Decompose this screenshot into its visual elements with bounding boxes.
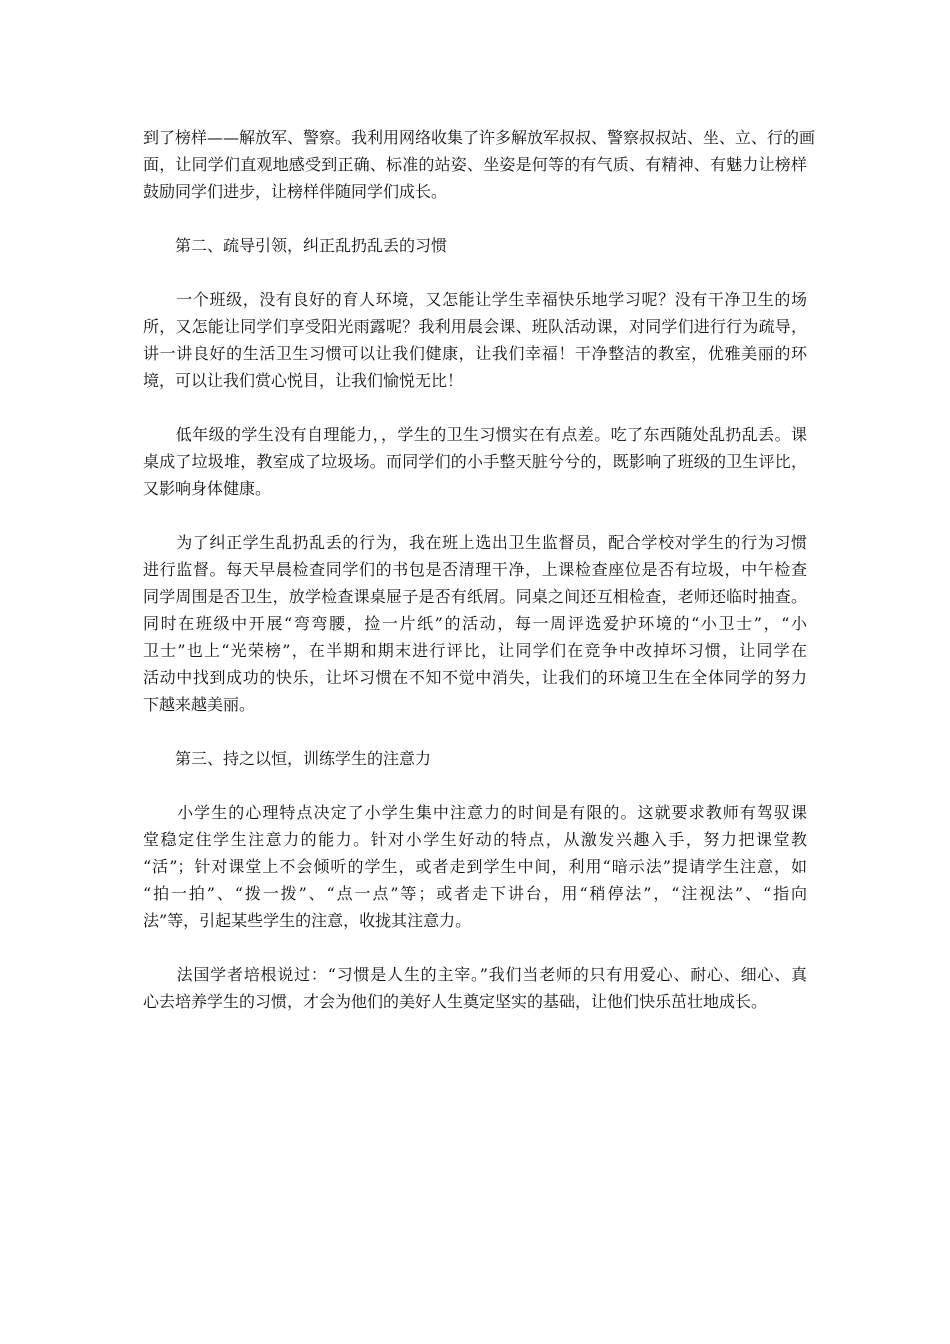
heading-line: 第三、持之以恒，训练学生的注意力	[143, 749, 432, 768]
text-line: 一个班级，没有良好的育人环境，又怎能让学生幸福快乐地学习呢？没有干净卫生的场	[143, 290, 807, 309]
paragraph-gap	[143, 394, 807, 421]
paragraph-gap	[143, 772, 807, 799]
paragraph-gap	[143, 259, 807, 286]
text-line: 为了纠正学生乱扔乱丢的行为，我在班上选出卫生监督员，配合学校对学生的行为习惯	[143, 533, 807, 552]
text-line: 低年级的学生没有自理能力，，学生的卫生习惯实在有点差。吃了东西随处乱扔乱丢。课	[143, 425, 807, 444]
section-heading-2	[143, 232, 807, 259]
paragraph-gap	[143, 205, 807, 232]
paragraph-attention	[143, 799, 807, 934]
paragraph-conclusion	[143, 961, 807, 1015]
paragraph-supervision	[143, 529, 807, 718]
heading-line: 第二、疏导引领，纠正乱扔乱丢的习惯	[143, 236, 448, 255]
document-body	[143, 124, 816, 1015]
text-line: 法”等，引起某些学生的注意，收拢其注意力。	[143, 911, 472, 930]
text-line: “拍一拍”、“拨一拨”、“点一点”等；或者走下讲台，用“稍停法”，“注视法”、“指向	[143, 884, 807, 903]
text-line: 法国学者培根说过：“习惯是人生的主宰。”我们当老师的只有用爱心、耐心、细心、真	[143, 965, 807, 984]
text-line: 下越来越美丽。	[143, 695, 256, 714]
text-line: 桌成了垃圾堆，教室成了垃圾场。而同学们的小手整天脏兮兮的，既影响了班级的卫生评比，	[143, 452, 807, 471]
paragraph-hygiene	[143, 421, 807, 502]
text-line: 进行监督。每天早晨检查同学们的书包是否清理干净，上课检查座位是否有垃圾，中午检查	[143, 560, 807, 579]
paragraph-gap	[143, 934, 807, 961]
text-line: 卫士”也上“光荣榜”，在半期和期末进行评比，让同学们在竞争中改掉坏习惯，让同学在	[143, 641, 807, 660]
section-heading-3	[143, 745, 807, 772]
text-line: “活”；针对课堂上不会倾听的学生，或者走到学生中间，利用“暗示法”提请学生注意，如	[143, 857, 807, 876]
paragraph-gap	[143, 718, 807, 745]
text-line: 同时在班级中开展“弯弯腰，捡一片纸”的活动，每一周评选爱护环境的“小卫士”，“小	[143, 614, 807, 633]
text-line: 讲一讲良好的生活卫生习惯可以让我们健康，让我们幸福！干净整洁的教室，优雅美丽的环	[143, 344, 807, 363]
text-line: 到了榜样——解放军、警察。我利用网络收集了许多解放军叔叔、警察叔叔站、坐、立、行的画	[143, 128, 816, 147]
text-line: 所，又怎能让同学们享受阳光雨露呢？我利用晨会课、班队活动课，对同学们进行行为疏导，	[143, 317, 807, 336]
text-line: 心去培养学生的习惯，才会为他们的美好人生奠定坚实的基础，让他们快乐茁壮地成长。	[143, 992, 768, 1011]
paragraph-environment	[143, 286, 807, 394]
text-line: 小学生的心理特点决定了小学生集中注意力的时间是有限的。这就要求教师有驾驭课	[143, 803, 807, 822]
text-line: 堂稳定住学生注意力的能力。针对小学生好动的特点，从激发兴趣入手，努力把课堂教	[143, 830, 807, 849]
text-line: 鼓励同学们进步，让榜样伴随同学们成长。	[143, 182, 448, 201]
text-line: 又影响身体健康。	[143, 479, 272, 498]
text-line: 活动中找到成功的快乐，让坏习惯在不知不觉中消失，让我们的环境卫生在全体同学的努力	[143, 668, 807, 687]
paragraph-gap	[143, 502, 807, 529]
text-line: 境，可以让我们赏心悦目，让我们愉悦无比！	[143, 371, 464, 390]
text-line: 同学周围是否卫生，放学检查课桌屉子是否有纸屑。同桌之间还互相检查，老师还临时抽查。	[143, 587, 807, 606]
text-line: 面，让同学们直观地感受到正确、标准的站姿、坐姿是何等的有气质、有精神、有魅力让榜样	[143, 155, 807, 174]
paragraph-role-models	[143, 124, 816, 205]
